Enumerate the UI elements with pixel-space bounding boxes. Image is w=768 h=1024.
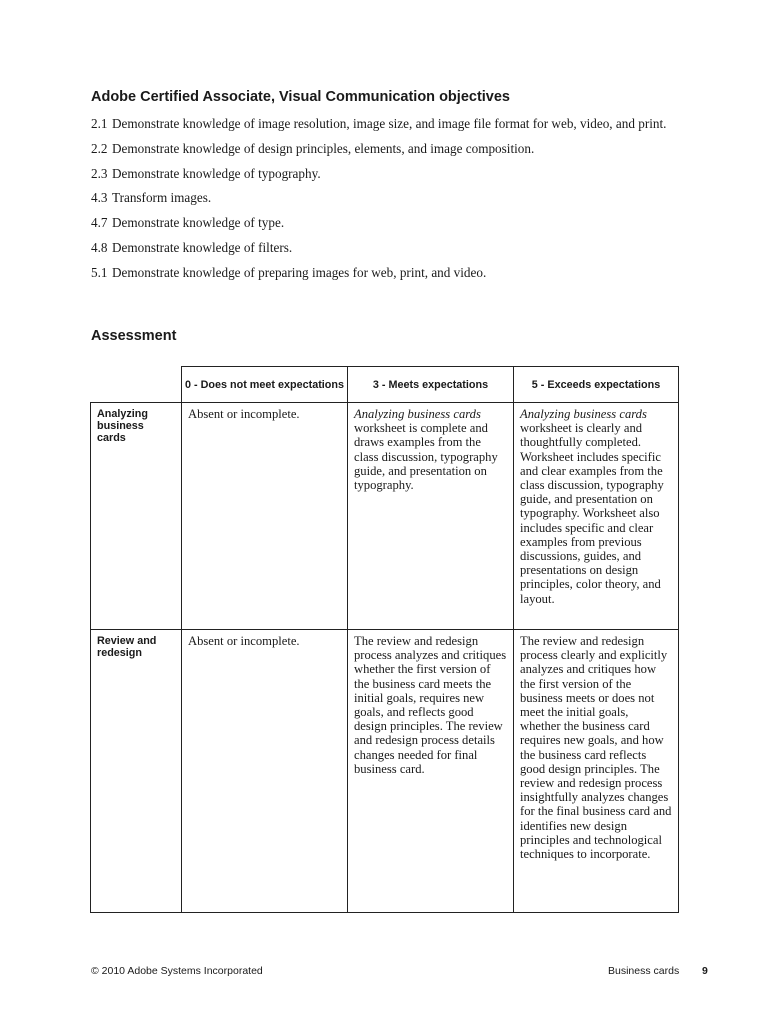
objective-text: Demonstrate knowledge of image resolution, image size, and image file format for web, video, and print.: [112, 116, 667, 131]
objective-item: [91, 265, 681, 280]
objective-item: [91, 240, 681, 255]
rubric-cell: [348, 403, 514, 630]
objective-text: Demonstrate knowledge of typography.: [112, 165, 321, 181]
rubric-cell-text: worksheet is clearly and thoughtfully completed. Worksheet includes specific and clear examples from the class discussion, typography guide, and presentation on typography. Worksheet also includes specific and clear examples from previous discussions, guides, and presentations on design principles, color theory, and layout.: [520, 421, 664, 606]
objective-number: 2.3: [91, 165, 108, 181]
objective-text: Demonstrate knowledge of type.: [112, 215, 285, 231]
rubric-cell-text: The review and redesign process analyzes and critiques whether the first version of the business card meets the initial goals, requires new goals, and reflects good design principles. The review and redesign process details changes needed for final business card.: [354, 634, 507, 776]
objective-text: Demonstrate knowledge of preparing images for web, print, and video.: [112, 264, 487, 280]
rubric-row: [91, 403, 679, 630]
rubric-row-label: Review and redesign: [91, 630, 182, 913]
worksheet-title: Analyzing business cards: [520, 407, 647, 421]
rubric-cell: [348, 630, 514, 913]
objective-item: [91, 141, 681, 156]
objective-number: 4.7: [91, 215, 108, 231]
objective-text: Demonstrate knowledge of filters.: [112, 239, 293, 255]
footer-copyright: © 2010 Adobe Systems Incorporated: [91, 965, 263, 977]
objective-number: 2.1: [91, 116, 108, 131]
rubric-cell: [514, 403, 679, 630]
objective-item: [91, 116, 681, 131]
objective-number: 4.3: [91, 190, 108, 206]
rubric-column-header: 0 - Does not meet expectations: [182, 367, 348, 403]
rubric-cell-text: The review and redesign process clearly and explicitly analyzes and critiques how the first version of the business meets or does not meet the initial goals, whether the business card requires new goals, and how the business card reflects good design principles. The review and redesign process insightfully analyzes changes for the final business card and identifies new design principles and technological techniques to incorporate.: [520, 634, 672, 862]
objectives-heading: Adobe Certified Associate, Visual Communication objectives: [91, 89, 510, 105]
rubric-cell-text: Absent or incomplete.: [188, 407, 300, 421]
objective-text: Demonstrate knowledge of design principles, elements, and image composition.: [112, 140, 535, 156]
objective-number: 4.8: [91, 239, 108, 255]
rubric-cell: [182, 403, 348, 630]
objective-item: [91, 215, 681, 230]
objective-item: [91, 190, 681, 205]
footer-document-title: Business cards: [608, 965, 680, 977]
objective-text: Transform images.: [112, 190, 212, 206]
objective-item: [91, 166, 681, 181]
rubric-cell-text: worksheet is complete and draws examples from the class discussion, typography guide, and presentation on typography.: [354, 421, 498, 493]
rubric-row: [91, 630, 679, 913]
rubric-row-label: Analyzing business cards: [91, 403, 182, 630]
rubric-cell-text: Absent or incomplete.: [188, 634, 300, 648]
rubric-column-header: 5 - Exceeds expectations: [514, 367, 679, 403]
objective-number: 5.1: [91, 264, 108, 280]
rubric-corner-cell: [91, 367, 182, 403]
worksheet-title: Analyzing business cards: [354, 407, 481, 421]
rubric-cell: [182, 630, 348, 913]
objective-list: [91, 116, 681, 290]
assessment-heading: Assessment: [91, 328, 177, 344]
rubric-cell: [514, 630, 679, 913]
objective-number: 2.2: [91, 140, 108, 156]
page-number: 9: [702, 965, 708, 977]
assessment-rubric-table: [90, 366, 679, 913]
rubric-column-header: 3 - Meets expectations: [348, 367, 514, 403]
rubric-header-row: [91, 367, 679, 403]
